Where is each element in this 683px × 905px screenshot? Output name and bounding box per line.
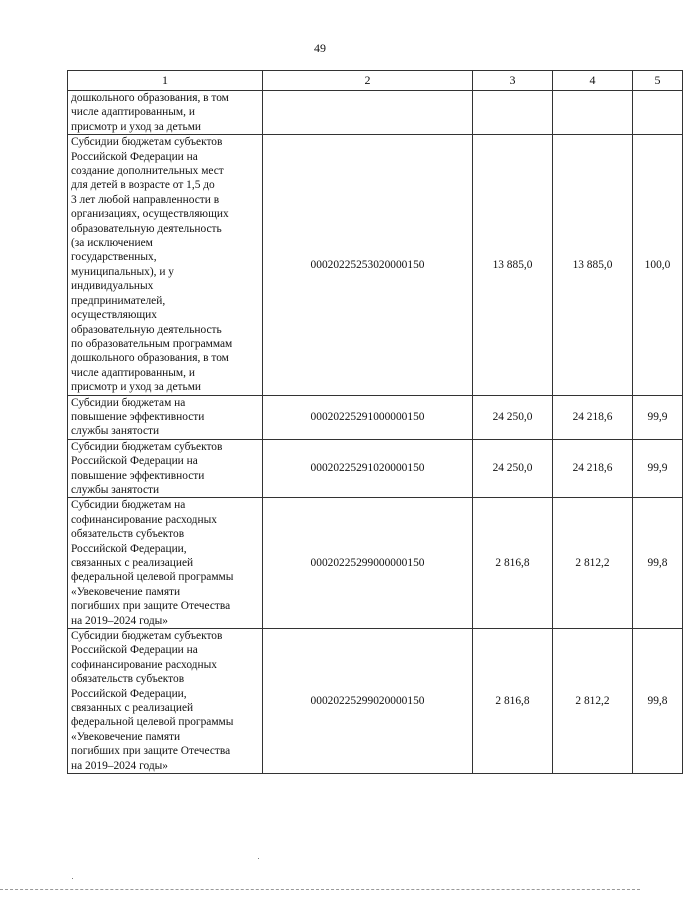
row-plan-amount: 2 816,8 [473, 498, 553, 629]
table-row [68, 395, 683, 439]
description-line: 3 лет любой направленности в [71, 193, 220, 206]
description-line: дошкольного образования, в том [71, 352, 229, 365]
row-code: 00020225299020000150 [263, 629, 473, 774]
description-line: Российской Федерации на [71, 150, 198, 163]
description-line: обязательств субъектов [71, 673, 185, 686]
description-line: Российской Федерации, [71, 687, 187, 700]
table-row [68, 135, 683, 395]
column-header-1: 1 [68, 71, 263, 91]
description-line: «Увековечение памяти [71, 730, 181, 743]
row-code: 00020225299000000150 [263, 498, 473, 629]
row-percent: 99,9 [633, 395, 683, 439]
table-row [68, 91, 683, 135]
description-line: погибших при защите Отечества [71, 600, 231, 613]
row-fact-amount: 2 812,2 [553, 629, 633, 774]
row-description [68, 498, 263, 629]
row-percent: 99,8 [633, 629, 683, 774]
row-fact-amount [553, 91, 633, 135]
description-line: государственных, [71, 251, 157, 264]
description-line: Субсидии бюджетам на [71, 396, 186, 409]
description-line: федеральной целевой программы [71, 716, 234, 729]
description-line: присмотр и уход за детьми [71, 120, 201, 133]
row-plan-amount: 24 250,0 [473, 395, 553, 439]
row-description [68, 439, 263, 498]
table-row [68, 439, 683, 498]
row-description [68, 135, 263, 395]
description-line: федеральной целевой программы [71, 571, 234, 584]
row-plan-amount [473, 91, 553, 135]
description-line: предпринимателей, [71, 294, 166, 307]
row-code: 00020225291000000150 [263, 395, 473, 439]
description-line: образовательную деятельность [71, 222, 222, 235]
row-percent [633, 91, 683, 135]
row-fact-amount: 24 218,6 [553, 395, 633, 439]
description-line: образовательную деятельность [71, 323, 222, 336]
row-fact-amount: 2 812,2 [553, 498, 633, 629]
scan-speck [72, 878, 73, 879]
table-header-row [68, 71, 683, 91]
scan-speck [258, 858, 259, 859]
description-line: присмотр и уход за детьми [71, 381, 201, 394]
column-header-2: 2 [263, 71, 473, 91]
row-code: 00020225253020000150 [263, 135, 473, 395]
description-line: создание дополнительных мест [71, 165, 224, 178]
description-line: повышение эффективности [71, 410, 205, 423]
description-line: Российской Федерации на [71, 644, 198, 657]
description-line: (за исключением [71, 237, 153, 250]
description-line: софинансирование расходных [71, 658, 217, 671]
row-fact-amount: 24 218,6 [553, 439, 633, 498]
row-plan-amount: 2 816,8 [473, 629, 553, 774]
description-line: Субсидии бюджетам субъектов [71, 630, 223, 643]
description-line: на 2019–2024 годы» [71, 759, 169, 772]
page-number: 49 [314, 41, 326, 55]
row-code: 00020225291020000150 [263, 439, 473, 498]
description-line: Субсидии бюджетам на [71, 499, 186, 512]
row-percent: 100,0 [633, 135, 683, 395]
description-line: софинансирование расходных [71, 513, 217, 526]
table-row [68, 498, 683, 629]
description-line: Российской Федерации на [71, 455, 198, 468]
description-line: Российской Федерации, [71, 542, 187, 555]
table-row [68, 629, 683, 774]
row-plan-amount: 13 885,0 [473, 135, 553, 395]
column-header-4: 4 [553, 71, 633, 91]
description-line: связанных с реализацией [71, 702, 194, 715]
description-line: по образовательным программам [71, 337, 233, 350]
budget-table [67, 70, 683, 774]
description-line: Субсидии бюджетам субъектов [71, 136, 223, 149]
description-line: обязательств субъектов [71, 528, 185, 541]
description-line: осуществляющих [71, 309, 157, 322]
description-line: дошкольного образования, в том [71, 92, 229, 104]
description-line: Субсидии бюджетам субъектов [71, 440, 223, 453]
description-line: числе адаптированным, и [71, 106, 195, 119]
row-plan-amount: 24 250,0 [473, 439, 553, 498]
row-description [68, 395, 263, 439]
row-fact-amount: 13 885,0 [553, 135, 633, 395]
row-description [68, 91, 263, 135]
description-line: индивидуальных [71, 280, 154, 293]
page-bottom-border [0, 889, 640, 890]
description-line: службы занятости [71, 483, 160, 496]
description-line: «Увековечение памяти [71, 585, 181, 598]
row-percent: 99,8 [633, 498, 683, 629]
row-percent: 99,9 [633, 439, 683, 498]
description-line: связанных с реализацией [71, 557, 194, 569]
row-code [263, 91, 473, 135]
description-line: числе адаптированным, и [71, 366, 195, 379]
column-header-3: 3 [473, 71, 553, 91]
description-line: погибших при защите Отечества [71, 745, 231, 758]
description-line: службы занятости [71, 425, 160, 438]
description-line: организациях, осуществляющих [71, 208, 229, 221]
row-description [68, 629, 263, 774]
description-line: повышение эффективности [71, 469, 205, 482]
description-line: для детей в возрасте от 1,5 до [71, 179, 215, 192]
description-line: на 2019–2024 годы» [71, 614, 169, 627]
description-line: муниципальных), и у [71, 265, 174, 278]
column-header-5: 5 [633, 71, 683, 91]
